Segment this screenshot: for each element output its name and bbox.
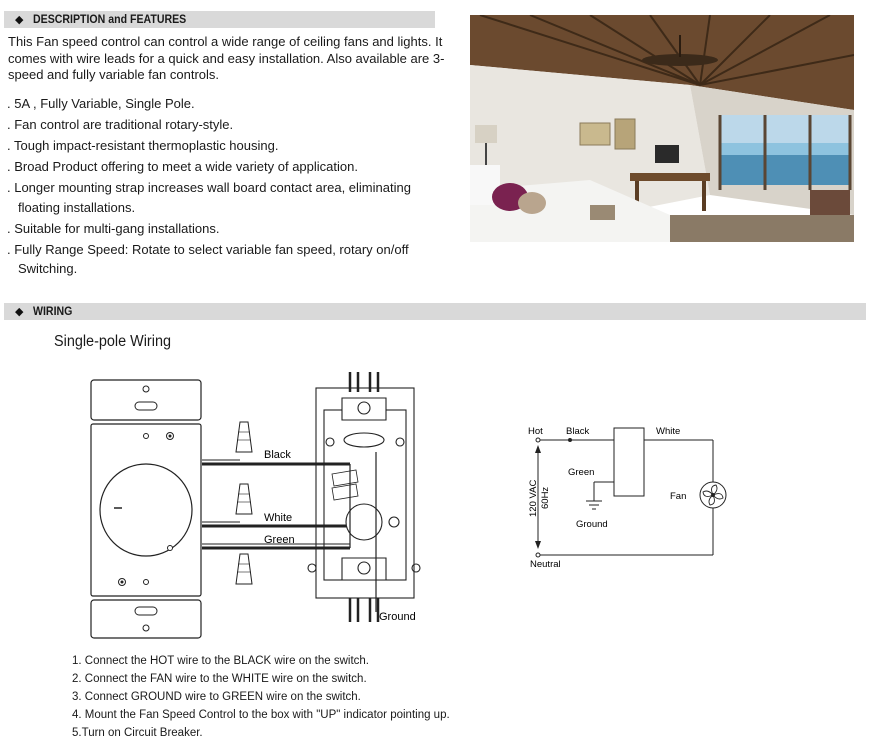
neutral-label: Neutral [530,559,561,570]
wire-nut-icons [236,422,252,584]
green-wire-label: Green [264,534,295,546]
black-wire-label: Black [264,449,291,461]
schematic-diagram [520,415,760,575]
physical-wiring-diagram [80,362,440,642]
green-label: Green [568,467,595,478]
wiring-section-title: WIRING [33,305,73,318]
ground-wire-label: Ground [379,611,416,623]
white-wire-label: White [264,512,293,524]
feature-item: . Tough impact-resistant thermoplastic housing. [7,138,279,153]
description-section-title: DESCRIPTION and FEATURES [33,13,187,26]
description-intro: This Fan speed control can control a wide range of ceiling fans and lights. It comes with wire leads for a quick and easy installation. Also available are 3-speed and fully variable fan controls. [8,34,445,82]
wiring-step: 4. Mount the Fan Speed Control to the box with "UP" indicator pointing up. [72,708,450,721]
wiring-section-header [4,303,866,320]
voltage-label: 120 VAC [528,479,539,517]
room-photo [470,15,854,242]
wiring-subtitle: Single-pole Wiring [54,333,171,350]
room-photo-illustration [470,15,854,242]
hot-label: Hot [528,426,543,437]
ground-label: Ground [576,519,608,530]
feature-item: . 5A , Fully Variable, Single Pole. [7,96,195,111]
black-label: Black [566,426,590,437]
feature-item: . Fan control are traditional rotary-style. [7,117,234,132]
diamond-bullet-icon: ◆ [15,305,24,318]
diamond-bullet-icon: ◆ [15,13,24,26]
switch-box [308,388,420,598]
speed-dial-knob [100,464,192,556]
wiring-step: 2. Connect the FAN wire to the WHITE wire on the switch. [72,672,367,685]
wiring-step: 5.Turn on Circuit Breaker. [72,726,203,739]
wiring-step: 3. Connect GROUND wire to GREEN wire on the switch. [72,690,361,703]
description-section-header [4,11,435,28]
wiring-step: 1. Connect the HOT wire to the BLACK wire on the switch. [72,655,370,667]
fan-label: Fan [670,491,687,502]
feature-item: . Suitable for multi-gang installations. [7,220,220,236]
frequency-label: 60Hz [540,486,551,509]
wiring-steps-list [72,653,450,743]
features-list [7,94,447,280]
white-label: White [656,426,681,437]
feature-item: . Broad Product offering to meet a wide variety of application. [7,159,358,174]
feature-item: . Longer mounting strap increases wall board contact area, eliminating floating installations. [7,180,411,215]
feature-item: . Fully Range Speed: Rotate to select variable fan speed, rotary on/off Switching. [7,241,409,276]
